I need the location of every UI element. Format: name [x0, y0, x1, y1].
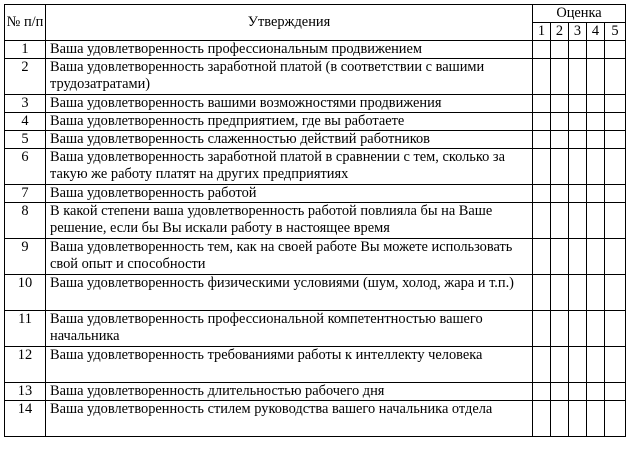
score-cell-5[interactable] — [605, 149, 626, 185]
row-number: 10 — [5, 275, 46, 311]
score-cell-1[interactable] — [533, 131, 551, 149]
score-cell-4[interactable] — [587, 311, 605, 347]
score-cell-2[interactable] — [551, 239, 569, 275]
table-row — [5, 311, 626, 347]
table-row — [5, 149, 626, 185]
row-number: 13 — [5, 383, 46, 401]
score-cell-5[interactable] — [605, 347, 626, 383]
row-number: 7 — [5, 185, 46, 203]
row-number: 12 — [5, 347, 46, 383]
table-row — [5, 401, 626, 437]
score-cell-4[interactable] — [587, 383, 605, 401]
score-cell-3[interactable] — [569, 203, 587, 239]
survey-table — [4, 4, 626, 437]
survey-table-container — [4, 4, 626, 437]
score-cell-1[interactable] — [533, 239, 551, 275]
score-cell-3[interactable] — [569, 347, 587, 383]
table-row — [5, 275, 626, 311]
table-row — [5, 41, 626, 59]
statement-text: Ваша удовлетворенность работой — [46, 185, 533, 203]
score-cell-4[interactable] — [587, 131, 605, 149]
score-header-4: 4 — [587, 23, 605, 41]
score-cell-2[interactable] — [551, 401, 569, 437]
score-cell-5[interactable] — [605, 131, 626, 149]
score-cell-3[interactable] — [569, 95, 587, 113]
score-cell-3[interactable] — [569, 311, 587, 347]
score-cell-5[interactable] — [605, 95, 626, 113]
statement-text: Ваша удовлетворенность вашими возможностями продвижения — [46, 95, 533, 113]
row-number: 2 — [5, 59, 46, 95]
row-number: 9 — [5, 239, 46, 275]
row-number: 11 — [5, 311, 46, 347]
score-cell-1[interactable] — [533, 347, 551, 383]
score-header-3: 3 — [569, 23, 587, 41]
score-cell-4[interactable] — [587, 59, 605, 95]
table-row — [5, 347, 626, 383]
score-cell-4[interactable] — [587, 347, 605, 383]
score-cell-1[interactable] — [533, 59, 551, 95]
statement-text: Ваша удовлетворенность предприятием, где вы работаете — [46, 113, 533, 131]
score-cell-1[interactable] — [533, 311, 551, 347]
score-cell-3[interactable] — [569, 383, 587, 401]
score-header-1: 1 — [533, 23, 551, 41]
statement-text: Ваша удовлетворенность профессиональной компетентностью вашего начальника — [46, 311, 533, 347]
score-cell-5[interactable] — [605, 275, 626, 311]
score-cell-5[interactable] — [605, 59, 626, 95]
score-cell-4[interactable] — [587, 401, 605, 437]
score-cell-2[interactable] — [551, 149, 569, 185]
score-cell-5[interactable] — [605, 401, 626, 437]
score-cell-5[interactable] — [605, 203, 626, 239]
score-cell-3[interactable] — [569, 149, 587, 185]
score-cell-3[interactable] — [569, 113, 587, 131]
score-cell-4[interactable] — [587, 203, 605, 239]
table-row — [5, 203, 626, 239]
row-number: 14 — [5, 401, 46, 437]
score-cell-2[interactable] — [551, 383, 569, 401]
statement-text: Ваша удовлетворенность тем, как на своей работе Вы можете использовать свой опыт и способности — [46, 239, 533, 275]
table-row — [5, 239, 626, 275]
statement-text: В какой степени ваша удовлетворенность работой повлияла бы на Ваше решение, если бы Вы искали работу в настоящее время — [46, 203, 533, 239]
score-cell-4[interactable] — [587, 113, 605, 131]
table-row — [5, 131, 626, 149]
table-row — [5, 113, 626, 131]
score-cell-1[interactable] — [533, 185, 551, 203]
score-cell-2[interactable] — [551, 311, 569, 347]
score-cell-1[interactable] — [533, 203, 551, 239]
score-column-header: Оценка — [533, 5, 626, 23]
score-cell-4[interactable] — [587, 149, 605, 185]
table-row — [5, 383, 626, 401]
statement-text: Ваша удовлетворенность профессиональным продвижением — [46, 41, 533, 59]
survey-rows — [5, 41, 626, 437]
score-cell-2[interactable] — [551, 95, 569, 113]
score-cell-4[interactable] — [587, 41, 605, 59]
row-number: 6 — [5, 149, 46, 185]
score-cell-1[interactable] — [533, 275, 551, 311]
row-number: 8 — [5, 203, 46, 239]
score-cell-3[interactable] — [569, 275, 587, 311]
score-cell-2[interactable] — [551, 59, 569, 95]
score-cell-5[interactable] — [605, 185, 626, 203]
score-header-2: 2 — [551, 23, 569, 41]
score-cell-3[interactable] — [569, 401, 587, 437]
statements-column-header: Утверждения — [46, 5, 533, 41]
score-cell-3[interactable] — [569, 239, 587, 275]
row-number: 4 — [5, 113, 46, 131]
row-number: 3 — [5, 95, 46, 113]
score-cell-2[interactable] — [551, 275, 569, 311]
score-cell-5[interactable] — [605, 41, 626, 59]
score-cell-3[interactable] — [569, 59, 587, 95]
score-cell-4[interactable] — [587, 185, 605, 203]
score-cell-4[interactable] — [587, 239, 605, 275]
score-cell-5[interactable] — [605, 383, 626, 401]
score-cell-5[interactable] — [605, 311, 626, 347]
statement-text: Ваша удовлетворенность стилем руководства вашего начальника отдела — [46, 401, 533, 437]
score-cell-2[interactable] — [551, 131, 569, 149]
score-cell-3[interactable] — [569, 41, 587, 59]
score-cell-2[interactable] — [551, 203, 569, 239]
statement-text: Ваша удовлетворенность заработной платой (в соответствии с вашими трудозатратами) — [46, 59, 533, 95]
score-cell-3[interactable] — [569, 185, 587, 203]
score-cell-3[interactable] — [569, 131, 587, 149]
table-row — [5, 95, 626, 113]
statement-text: Ваша удовлетворенность заработной платой в сравнении с тем, сколько за такую же работу платят на других предприятиях — [46, 149, 533, 185]
row-number: 1 — [5, 41, 46, 59]
table-row — [5, 59, 626, 95]
score-header-5: 5 — [605, 23, 626, 41]
score-cell-5[interactable] — [605, 239, 626, 275]
table-row — [5, 185, 626, 203]
score-cell-1[interactable] — [533, 383, 551, 401]
number-column-header: № п/п — [5, 5, 46, 41]
score-cell-4[interactable] — [587, 275, 605, 311]
score-cell-1[interactable] — [533, 113, 551, 131]
score-cell-2[interactable] — [551, 113, 569, 131]
score-cell-5[interactable] — [605, 113, 626, 131]
score-cell-1[interactable] — [533, 41, 551, 59]
statement-text: Ваша удовлетворенность слаженностью действий работников — [46, 131, 533, 149]
score-cell-1[interactable] — [533, 401, 551, 437]
score-cell-1[interactable] — [533, 95, 551, 113]
score-cell-2[interactable] — [551, 185, 569, 203]
score-cell-4[interactable] — [587, 95, 605, 113]
score-cell-2[interactable] — [551, 347, 569, 383]
statement-text: Ваша удовлетворенность физическими условиями (шум, холод, жара и т.п.) — [46, 275, 533, 311]
score-cell-1[interactable] — [533, 149, 551, 185]
statement-text: Ваша удовлетворенность длительностью рабочего дня — [46, 383, 533, 401]
score-cell-2[interactable] — [551, 41, 569, 59]
row-number: 5 — [5, 131, 46, 149]
statement-text: Ваша удовлетворенность требованиями работы к интеллекту человека — [46, 347, 533, 383]
